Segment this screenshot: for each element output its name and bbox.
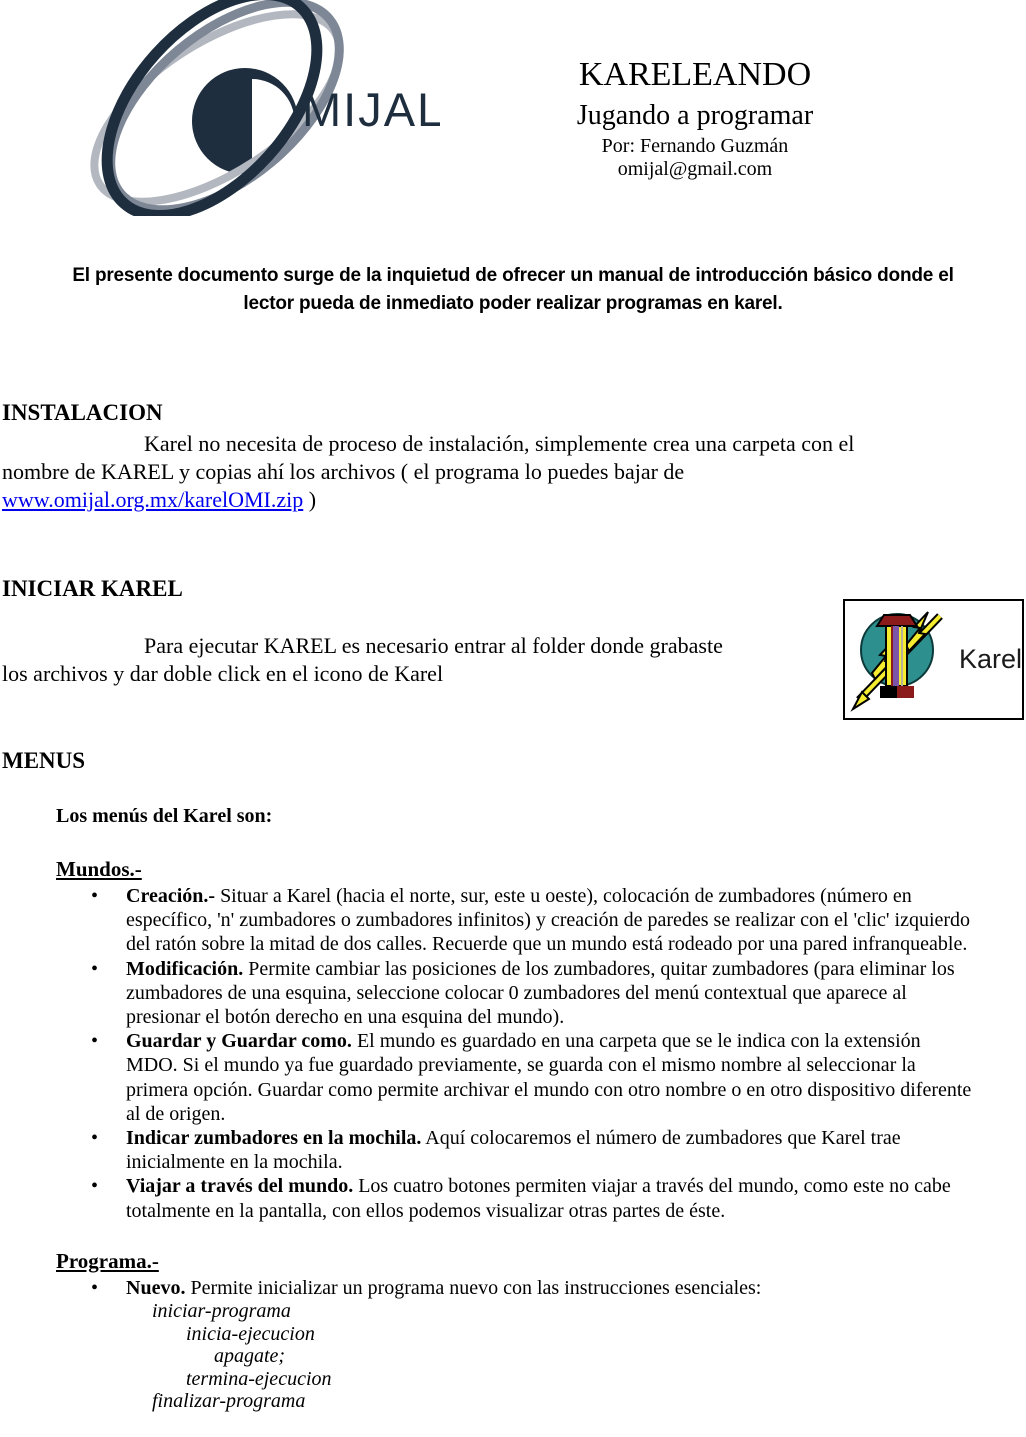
byline: Por: Fernando Guzmán	[601, 135, 789, 157]
item-text: Los cuatro botones permiten viajar a través del mundo, como este no cabe totalmente en la pantalla, con ellos podemos visualizar otras partes de éste.	[126, 1175, 951, 1222]
list-item	[0, 884, 972, 957]
download-link[interactable]: www.omijal.org.mx/karelOMI.zip	[2, 487, 304, 512]
item-text: Permite inicializar un programa nuevo con las instrucciones esenciales:	[185, 1276, 762, 1299]
list-item	[0, 1276, 972, 1300]
item-term: Indicar zumbadores en la mochila.	[126, 1127, 422, 1150]
code-line: inicia-ejecucion	[186, 1322, 315, 1345]
document-header	[0, 0, 1026, 216]
omijal-logo-graphic	[40, 0, 440, 216]
item-term: Guardar y Guardar como.	[126, 1030, 352, 1053]
programa-menu-list	[0, 1276, 972, 1300]
mundos-menu-list	[0, 884, 972, 1223]
karel-icon-figure[interactable]	[843, 599, 1024, 720]
code-line: apagate;	[214, 1345, 286, 1368]
page-subtitle: Jugando a programar	[576, 100, 814, 131]
contact-email: omijal@gmail.com	[617, 158, 773, 180]
page-title: KARELEANDO	[578, 56, 812, 93]
omijal-logo	[40, 0, 440, 221]
title-block	[495, 56, 895, 181]
instalacion-line-1: Karel no necesita de proceso de instalación, simplemente crea una carpeta con el	[144, 431, 855, 456]
list-item	[0, 1029, 972, 1126]
instalacion-line-3	[2, 486, 1026, 514]
after-link-text: )	[303, 487, 317, 512]
item-term: Viajar a través del mundo.	[126, 1175, 354, 1198]
list-item	[0, 957, 972, 1030]
item-text: Situar a Karel (hacia el norte, sur, este u oeste), colocación de zumbadores (número en específico, 'n' zumbadores o zumbadores infinitos) y creación de paredes se realizar con el 'clic' izquierdo del ratón sobre la mitad de dos calles. Recuerde que un mundo está rodeado por una pared infranqueable.	[126, 885, 971, 956]
instalacion-paragraph	[2, 430, 1026, 514]
item-text: Aquí colocaremos el número de zumbadores que Karel trae inicialmente en la mochila.	[126, 1127, 901, 1174]
item-text: Permite cambiar las posiciones de los zumbadores, quitar zumbadores (para eliminar los zumbadores de una esquina, seleccione colocar 0 zumbadores del menú contextual que aparece al presionar el botón derecho en una esquina del mundo).	[126, 957, 955, 1029]
item-text: El mundo es guardado en una carpeta que se le indica con la extensión MDO. Si el mundo ya fue guardado previamente, se guarda con el mismo nombre al seleccionar la primera opción. Guardar como permite archivar el mundo con otro nombre o en otro dispositivo diferente al de origen.	[126, 1030, 972, 1125]
code-line: finalizar-programa	[152, 1390, 306, 1413]
intro-line-2: lector pueda de inmediato poder realizar programas en karel.	[243, 293, 783, 314]
intro-line-1: El presente documento surge de la inquietud de ofrecer un manual de introducción básico donde el	[72, 265, 954, 286]
intro-paragraph	[10, 262, 1016, 318]
section-heading-menus: MENUS	[2, 748, 86, 773]
item-term: Nuevo.	[126, 1276, 186, 1299]
item-term: Modificación.	[126, 957, 244, 980]
logo-wordmark: MIJAL	[302, 83, 440, 136]
list-item	[0, 1174, 972, 1222]
section-heading-instalacion: INSTALACION	[2, 400, 163, 425]
menus-lead-text: Los menús del Karel son:	[56, 805, 273, 827]
section-heading-iniciar-karel: INICIAR KAREL	[2, 576, 183, 601]
code-line: termina-ejecucion	[186, 1367, 332, 1390]
subheading-mundos: Mundos.-	[56, 857, 142, 881]
karel-icon-label: Karel	[959, 644, 1023, 674]
karel-icon	[850, 605, 950, 715]
instalacion-line-2: nombre de KAREL y copias ahí los archivos ( el programa lo puedes bajar de	[2, 459, 685, 484]
subheading-programa: Programa.-	[56, 1248, 159, 1273]
iniciar-line-2: los archivos y dar doble click en el icono de Karel	[2, 661, 444, 686]
karel-program-code	[0, 1300, 1026, 1413]
iniciar-line-1: Para ejecutar KAREL es necesario entrar al folder donde grabaste	[144, 633, 723, 658]
item-term: Creación.-	[126, 885, 216, 907]
list-item	[0, 1126, 972, 1174]
code-line: iniciar-programa	[152, 1300, 291, 1323]
